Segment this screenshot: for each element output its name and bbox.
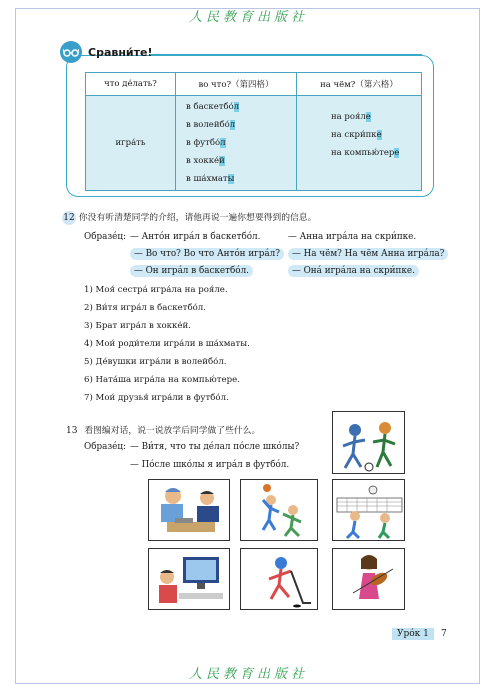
exercise-13-header [66,423,260,436]
dialogue-line: — Анна игра́ла на скри́пке. [288,232,417,242]
prepositional-item: на роя́ле [331,112,371,122]
sample-label: Образе́ц: [84,232,127,242]
dialogue-answer: — Она́ игра́ла на скри́пке. [288,266,419,276]
dialogue-answer: — Он игра́л в баскетбо́л. [130,266,253,276]
exercise-item: 3) Брат игра́л в хокке́й. [84,321,191,331]
accusative-item: в футбо́л [186,138,226,148]
compare-table [85,72,422,191]
exercise-12-header [62,210,316,225]
exercise-number: 12 [63,213,75,223]
header-accusative: во что?（第四格） [176,73,297,96]
lesson-tag: Уро́к 1 [392,628,434,640]
accusative-cell [176,96,297,191]
exercise-13-instruction: 看图编对话，说一说放学后同学做了些什么。 [84,426,261,436]
prepositional-cell [297,96,422,191]
compare-glasses-icon [60,41,82,63]
prepositional-item: на компью́тере [331,148,400,158]
header-what-to-do: что де́лать? [86,73,176,96]
verb-cell: игра́ть [86,96,176,191]
dialogue-line: — По́сле шко́лы я игра́л в футбо́л. [130,460,290,470]
dialogue-question: — На чём? На чём Анна игра́ла? [288,249,448,259]
accusative-item: в баскетбо́л [186,102,240,112]
header-prepositional: на чём?（第六格） [297,73,422,96]
compare-title: Сравни́те! [88,46,153,59]
dialogue-line: — Ви́тя, что ты де́лал по́сле шко́лы? [130,442,300,452]
compare-title-rule [150,54,422,55]
exercise-item: 4) Мои́ роди́тели игра́ли в ша́хматы. [84,339,250,349]
exercise-item: 6) Ната́ша игра́ла на компью́тере. [84,375,240,385]
publisher-header: 人民教育出版社 [188,10,308,25]
accusative-item: в волейбо́л [186,120,236,130]
publisher-footer: 人民教育出版社 [188,667,308,682]
volleyball-picture [332,479,405,541]
accusative-item: в ша́хматы [186,174,235,184]
exercise-12-instruction: 你没有听清楚同学的介绍，请他再说一遍你想要得到的信息。 [78,213,317,223]
page-number: 7 [441,629,447,639]
violin-picture [332,548,405,610]
chess-picture [148,479,230,541]
sample-label: Образе́ц: [84,442,127,452]
football-picture [332,411,405,474]
prepositional-item: на скри́пке [331,130,382,140]
exercise-item: 2) Ви́тя игра́л в баскетбо́л. [84,303,206,313]
exercise-item: 5) Де́вушки игра́ли в волейбо́л. [84,357,227,367]
basketball-picture [240,479,318,541]
hockey-picture [240,548,318,610]
exercise-number: 13 [66,426,78,436]
computer-picture [148,548,230,610]
dialogue-question: — Во что? Во что Анто́н игра́л? [130,249,284,259]
exercise-item: 1) Моя́ сестра́ игра́ла на роя́ле. [84,285,228,295]
exercise-item: 7) Мои́ друзья́ игра́ли в футбо́л. [84,393,229,403]
dialogue-line: — Анто́н игра́л в баскетбо́л. [130,232,261,242]
accusative-item: в хокке́й [186,156,225,166]
